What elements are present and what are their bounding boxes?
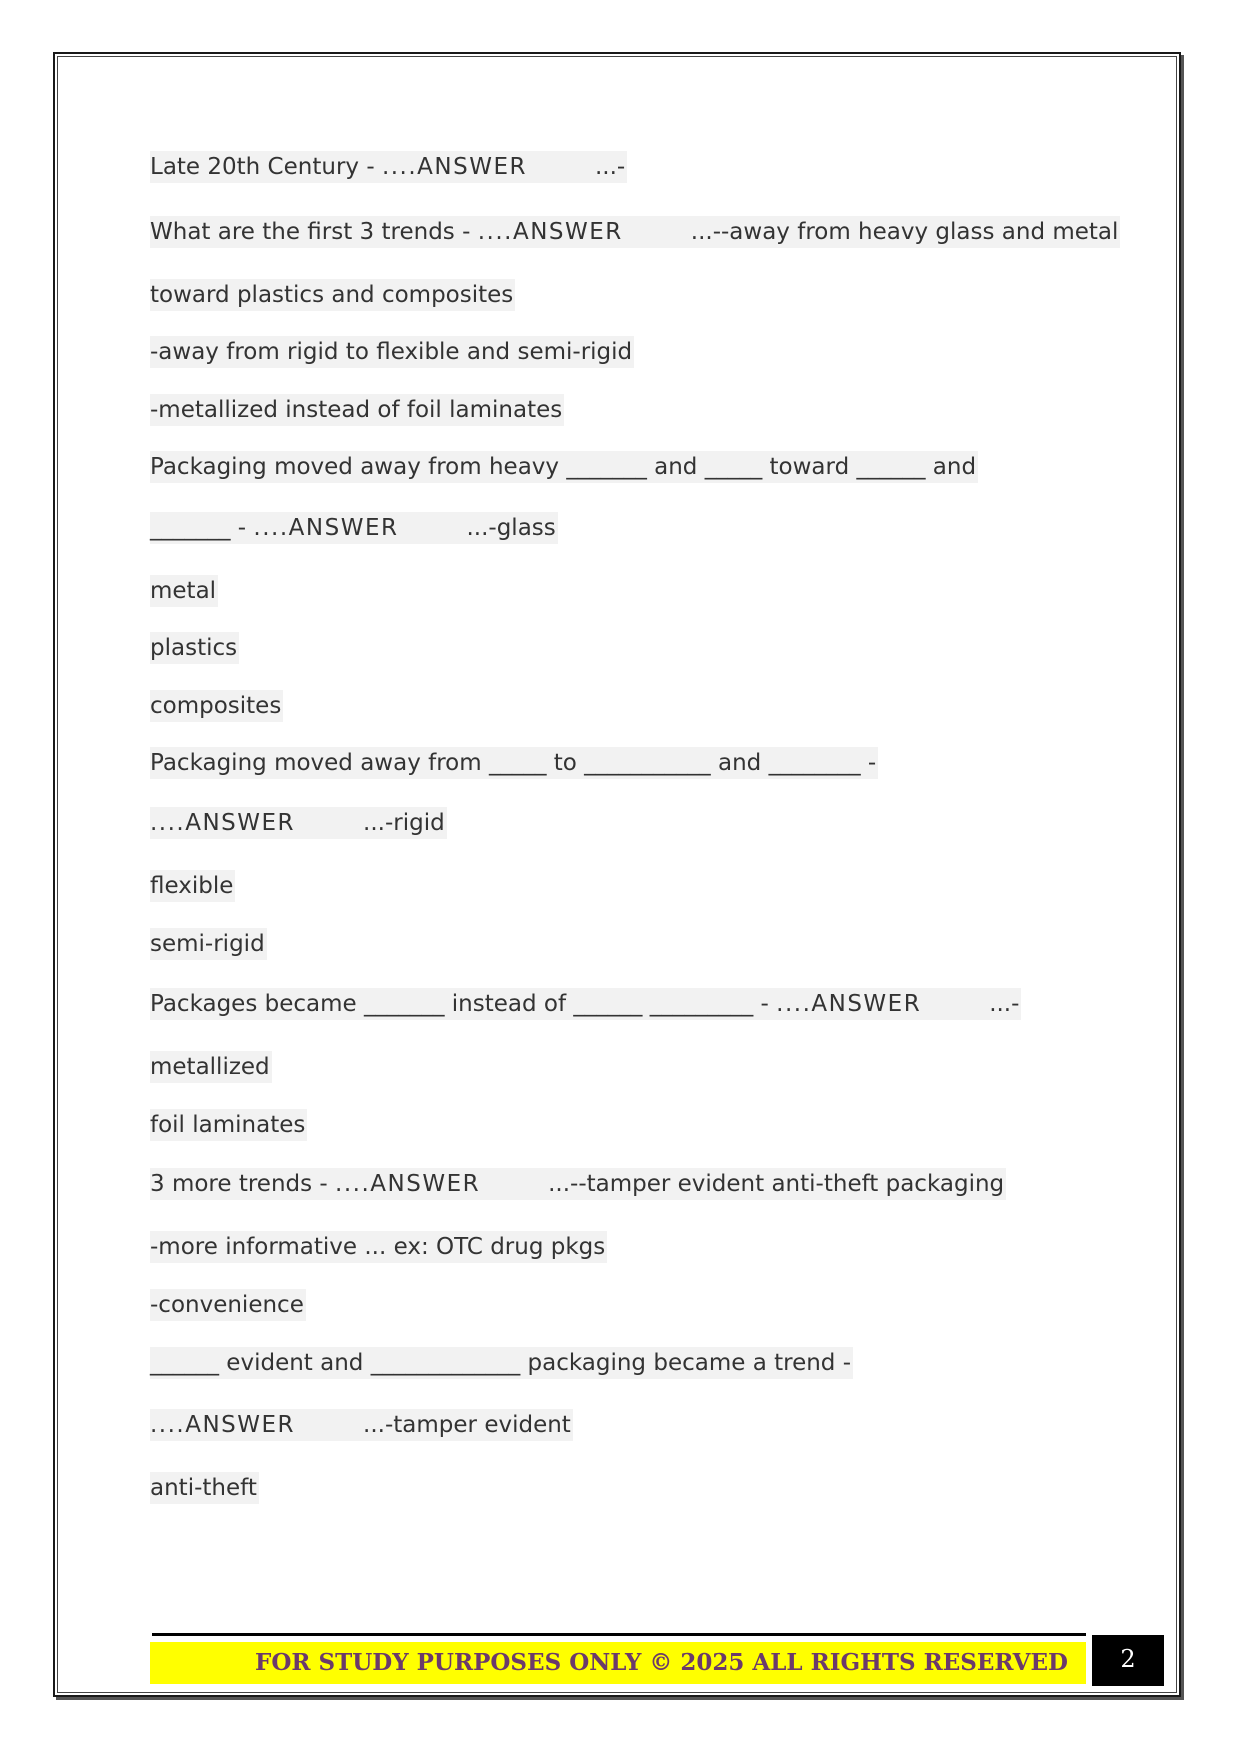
footer-banner xyxy=(150,1642,1086,1684)
footer-copyright: FOR STUDY PURPOSES ONLY © 2025 ALL RIGHTS RESERVED xyxy=(255,1649,1068,1676)
text-line: flexible xyxy=(150,870,235,902)
question-text: Late 20th Century - xyxy=(150,154,382,180)
text-line: -away from rigid to flexible and semi-rigid xyxy=(150,336,634,368)
question-text: Packages became _______ instead of ______ _________ - xyxy=(150,991,777,1017)
text-line: -convenience xyxy=(150,1289,306,1321)
qa-line xyxy=(150,988,1021,1020)
qa-line xyxy=(150,807,447,839)
answer-text: ...--away from heavy glass and metal xyxy=(690,219,1119,245)
qa-line xyxy=(150,1409,573,1441)
question-text: _______ - xyxy=(150,515,254,541)
text-line: metallized xyxy=(150,1051,272,1083)
qa-line xyxy=(150,151,627,183)
answer-text: ...--tamper evident anti-theft packaging xyxy=(548,1171,1005,1197)
answer-text: ...- xyxy=(989,991,1020,1017)
text-line: plastics xyxy=(150,632,239,664)
text-line: toward plastics and composites xyxy=(150,279,515,311)
answer-label: ....ANSWER xyxy=(253,515,399,541)
qa-line xyxy=(150,512,558,544)
answer-label: ....ANSWER xyxy=(335,1171,481,1197)
question-text: What are the first 3 trends - xyxy=(150,219,478,245)
text-line: foil laminates xyxy=(150,1109,307,1141)
text-line: metal xyxy=(150,575,218,607)
text-line: -more informative ... ex: OTC drug pkgs xyxy=(150,1231,607,1263)
qa-line xyxy=(150,216,1120,248)
answer-text: ...-glass xyxy=(466,515,556,541)
text-line: anti-theft xyxy=(150,1472,259,1504)
text-line: composites xyxy=(150,690,283,722)
page-number: 2 xyxy=(1092,1635,1164,1686)
answer-text: ...- xyxy=(594,154,626,180)
answer-text: ...-rigid xyxy=(363,810,445,836)
answer-label: ....ANSWER xyxy=(477,219,623,245)
text-line: ______ evident and _____________ packaging became a trend - xyxy=(150,1347,853,1379)
text-line: semi-rigid xyxy=(150,928,267,960)
qa-line xyxy=(150,1168,1006,1200)
answer-text: ...-tamper evident xyxy=(363,1412,571,1438)
answer-label: ....ANSWER xyxy=(150,1412,296,1438)
text-line: -metallized instead of foil laminates xyxy=(150,394,564,426)
answer-label: ....ANSWER xyxy=(381,154,527,180)
footer-rule xyxy=(152,1633,1086,1636)
answer-label: ....ANSWER xyxy=(776,991,922,1017)
answer-label: ....ANSWER xyxy=(150,810,296,836)
text-line: Packaging moved away from _____ to ___________ and ________ - xyxy=(150,747,878,779)
question-text: 3 more trends - xyxy=(150,1171,336,1197)
text-line: Packaging moved away from heavy _______ and _____ toward ______ and xyxy=(150,451,978,483)
